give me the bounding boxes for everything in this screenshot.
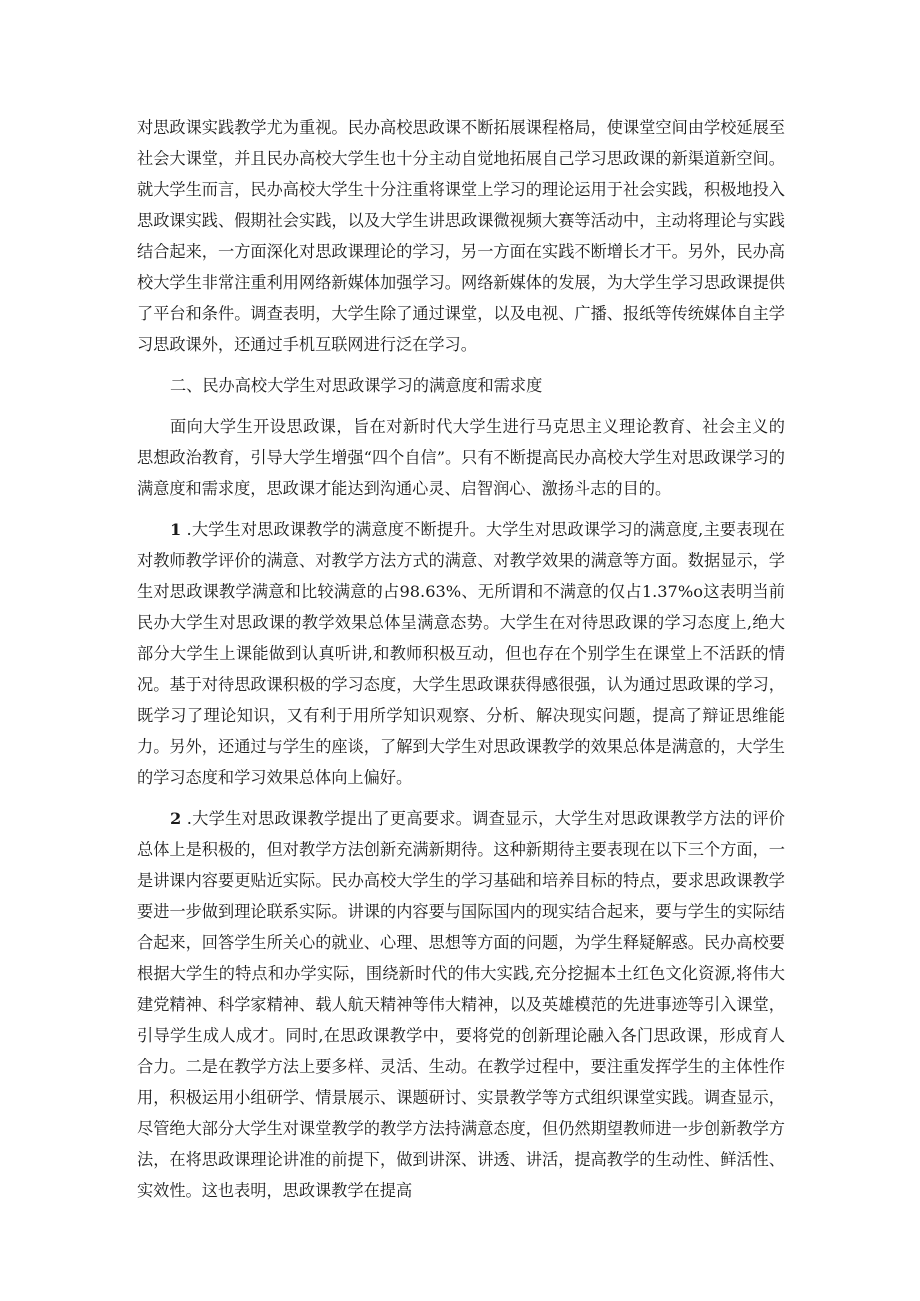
- paragraph-3-text: .大学生对思政课教学的满意度不断提升。大学生对思政课学习的满意度,主要表现在对教师教学评价的满意、对教学方法方式的满意、对教学效果的满意等方面。数据显示，学生对思政课教学满意和比较满意的占98.63%、无所谓和不满意的仅占1.37%o这表明当前民办大学生对思政课的教学效果总体呈满意态势。大学生在对待思政课的学习态度上,绝大部分大学生上课能做到认真听讲,和教师积极互动，但也存在个别学生在课堂上不活跃的情况。基于对待思政课积极的学习态度，大学生思政课获得感很强，认为通过思政课的学习，既学习了理论知识，又有利于用所学知识观察、分析、解决现实问题，提高了辩证思维能力。另外，还通过与学生的座谈，了解到大学生对思政课教学的效果总体是满意的，大学生的学习态度和学习效果总体向上偏好。: [137, 520, 785, 787]
- paragraph-1: 对思政课实践教学尤为重视。民办高校思政课不断拓展课程格局，使课堂空间由学校延展至社会大课堂，并且民办高校大学生也十分主动自觉地拓展自己学习思政课的新渠道新空间。就大学生而言，民办高校大学生十分注重将课堂上学习的理论运用于社会实践，积极地投入思政课实践、假期社会实践，以及大学生讲思政课微视频大赛等活动中，主动将理论与实践结合起来，一方面深化对思政课理论的学习，另一方面在实践不断增长才干。另外，民办高校大学生非常注重利用网络新媒体加强学习。网络新媒体的发展，为大学生学习思政课提供了平台和条件。调查表明，大学生除了通过课堂，以及电视、广播、报纸等传统媒体自主学习思政课外，还通过手机互联网进行泛在学习。: [137, 118, 785, 354]
- paragraph-2: 面向大学生开设思政课，旨在对新时代大学生进行马克思主义理论教育、社会主义的思想政治教育，引导大学生增强“四个自信”。只有不断提高民办高校大学生对思政课学习的满意度和需求度，思政课才能达到沟通心灵、启智润心、激扬斗志的目的。: [137, 417, 785, 498]
- item-number-1: 1: [170, 520, 182, 539]
- item-number-2: 2: [170, 809, 182, 828]
- document-page: [137, 112, 785, 1216]
- paragraph-4-text: .大学生对思政课教学提出了更高要求。调查显示，大学生对思政课教学方法的评价总体上是积极的，但对教学方法创新充满新期待。这种新期待主要表现在以下三个方面，一是讲课内容要更贴近实际。民办高校大学生的学习基础和培养目标的特点，要求思政课教学要进一步做到理论联系实际。讲课的内容要与国际国内的现实结合起来，要与学生的实际结合起来，回答学生所关心的就业、心理、思想等方面的问题，为学生释疑解惑。民办高校要根据大学生的特点和办学实际，围绕新时代的伟大实践,充分挖掘本土红色文化资源,将伟大建党精神、科学家精神、载人航天精神等伟大精神，以及英雄模范的先进事迹等引入课堂，引导学生成人成才。同时,在思政课教学中，要将党的创新理论融入各门思政课，形成育人合力。二是在教学方法上要多样、灵活、生动。在教学过程中，要注重发挥学生的主体性作用，积极运用小组研学、情景展示、课题研讨、实景教学等方式组织课堂实践。调查显示，尽管绝大部分大学生对课堂教学的教学方法持满意态度，但仍然期望教师进一步创新教学方法，在将思政课理论讲准的前提下，做到讲深、讲透、讲活，提高教学的生动性、鲜活性、实效性。这也表明，思政课教学在提高: [137, 809, 785, 1200]
- section-heading: 二、民办高校大学生对思政课学习的满意度和需求度: [170, 376, 543, 395]
- paragraph-4: [137, 803, 785, 1206]
- paragraph-3: [137, 514, 785, 793]
